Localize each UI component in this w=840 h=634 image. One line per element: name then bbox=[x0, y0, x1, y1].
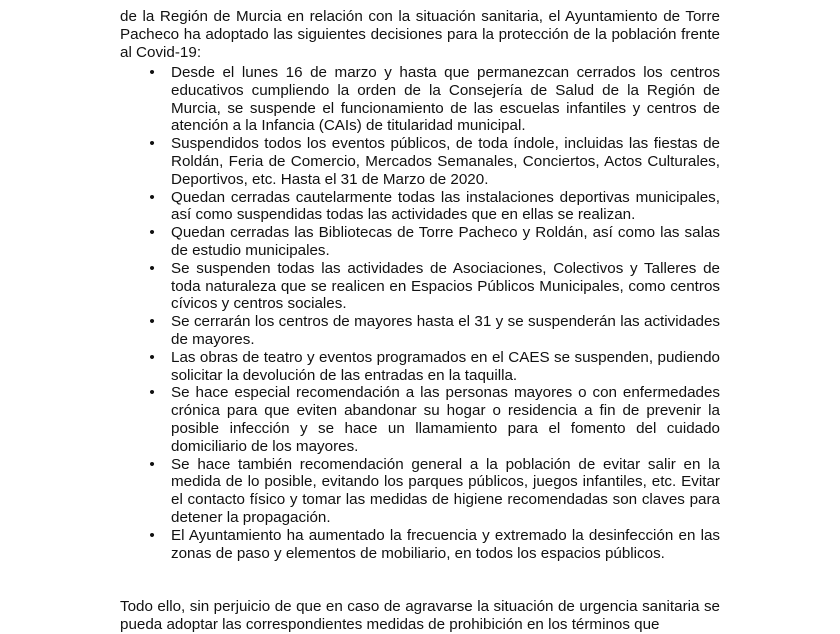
measure-text: Se cerrarán los centros de mayores hasta el 31 y se suspenderán las actividades de mayores. bbox=[171, 313, 720, 348]
bullet-icon: • bbox=[149, 384, 155, 402]
list-item bbox=[120, 224, 720, 260]
measure-text: Se hace también recomendación general a la población de evitar salir en la medida de lo posible, evitando los parques públicos, juegos infantiles, etc. Evitar el contacto físico y tomar las medidas de higiene recomendadas son claves para detener la propagación. bbox=[171, 455, 720, 526]
list-item bbox=[120, 384, 720, 455]
bullet-icon: • bbox=[149, 526, 155, 544]
measure-text: Suspendidos todos los eventos públicos, de toda índole, incluidas las fiestas de Roldán, Feria de Comercio, Mercados Semanales, Conciertos, Actos Culturales, Deportivos, etc. Hasta el 31 de Marzo de 2020. bbox=[171, 135, 720, 188]
measure-text: Se hace especial recomendación a las personas mayores o con enfermedades crónica para que eviten abandonar su hogar o residencia a fin de prevenir la posible infección y se hace un llamamiento para el fomento del cuidado domiciliario de los mayores. bbox=[171, 384, 720, 455]
measure-text: Se suspenden todas las actividades de Asociaciones, Colectivos y Talleres de toda naturaleza que se realicen en Espacios Públicos Municipales, como centros cívicos y centros sociales. bbox=[171, 259, 720, 313]
bullet-icon: • bbox=[149, 455, 155, 473]
bullet-icon: • bbox=[149, 188, 155, 206]
list-item bbox=[120, 64, 720, 135]
closing-paragraph: Todo ello, sin perjuicio de que en caso de agravarse la situación de urgencia sanitaria se pueda adoptar las correspondientes medidas de prohibición en los términos que bbox=[120, 598, 720, 633]
measure-text: Las obras de teatro y eventos programados en el CAES se suspenden, pudiendo solicitar la devolución de las entradas en la taquilla. bbox=[171, 348, 720, 384]
list-item bbox=[120, 260, 720, 313]
list-item bbox=[120, 189, 720, 225]
list-item bbox=[120, 313, 720, 349]
measures-list bbox=[120, 64, 720, 562]
bullet-icon: • bbox=[149, 259, 155, 277]
intro-paragraph: de la Región de Murcia en relación con la situación sanitaria, el Ayuntamiento de Torre Pacheco ha adoptado las siguientes decisiones para la protección de la población frente al Covid-19: bbox=[120, 8, 720, 61]
measure-text: Desde el lunes 16 de marzo y hasta que permanezcan cerrados los centros educativos cumpliendo la orden de la Consejería de Salud de la Región de Murcia, se suspende el funcionamiento de las escuelas infantiles y centros de atención a la Infancia (CAIs) de titularidad municipal. bbox=[171, 64, 720, 135]
bullet-icon: • bbox=[149, 64, 155, 81]
bullet-icon: • bbox=[149, 313, 155, 331]
bullet-icon: • bbox=[149, 348, 155, 366]
list-item bbox=[120, 349, 720, 385]
list-item bbox=[120, 135, 720, 188]
measure-text: El Ayuntamiento ha aumentado la frecuencia y extremado la desinfección en las zonas de paso y elementos de mobiliario, en todos los espacios públicos. bbox=[171, 526, 720, 562]
bullet-icon: • bbox=[149, 224, 155, 242]
measure-text: Quedan cerradas las Bibliotecas de Torre Pacheco y Roldán, así como las salas de estudio municipales. bbox=[171, 224, 720, 259]
measure-text: Quedan cerradas cautelarmente todas las instalaciones deportivas municipales, así como suspendidas todas las actividades que en ellas se realizan. bbox=[171, 188, 720, 224]
list-item bbox=[120, 527, 720, 563]
list-item bbox=[120, 456, 720, 527]
bullet-icon: • bbox=[149, 135, 155, 153]
